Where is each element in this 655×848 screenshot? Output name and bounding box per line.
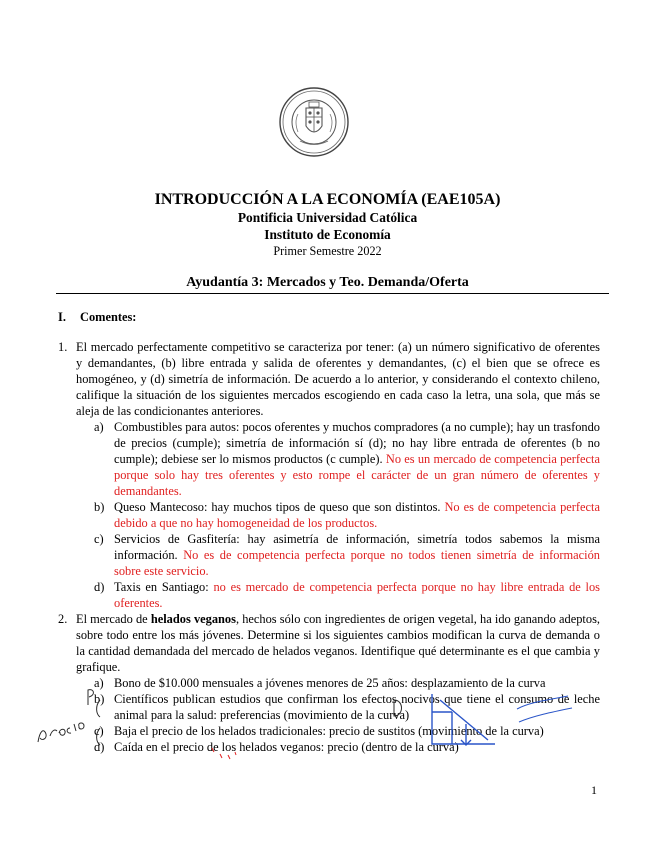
page-number: 1 [591, 783, 597, 797]
question-2 [58, 611, 600, 755]
section-title: Comentes: [80, 310, 137, 324]
list-item [94, 739, 600, 755]
item-letter: c) [94, 724, 104, 738]
item-text: Combustibles para autos: pocos oferentes y muchos compradores (a no cumple); hay un trasfondo de precios (cumple); simetría de información sí (d); no hay libre entrada de oferentes (b no cumple); debiese ser lo mismos productos (c cumple). [114, 420, 600, 466]
item-letter: a) [94, 420, 104, 434]
item-text: Caída en el precio de los helados veganos: precio (dentro de la curva) [114, 740, 459, 754]
item-answer: no es mercado de competencia perfecta porque no hay libre entrada de los oferentes. [114, 580, 601, 610]
item-text: Bono de $10.000 mensuales a jóvenes menores de 25 años: desplazamiento de la curva [114, 676, 546, 690]
list-item [94, 579, 600, 611]
semester: Primer Semestre 2022 [273, 244, 382, 258]
question-number: 1. [58, 340, 68, 354]
item-text: Científicos publican estudios que confirman los efectos nocivos que tiene el consumo de leche animal para la salud: preferencias (movimiento de la curva) [114, 692, 600, 722]
list-item [94, 691, 600, 723]
item-letter: b) [94, 692, 105, 706]
question-text [76, 611, 600, 675]
question-text: El mercado perfectamente competitivo se caracteriza por tener: (a) un número significativo de oferentes y demandantes, (b) libre entrada y salida de oferentes y demandantes, (c) el bien que se ofrece es homogéneo, y (d) simetría de información. De acuerdo a lo anterior, y considerando el contexto chileno, califique la situación de los siguientes mercados escogiendo en cada caso la letra, una sola, que más se aleja de las condicionantes anteriores. [76, 340, 600, 418]
item-letter: c) [94, 532, 104, 546]
list-item [94, 675, 600, 691]
section-heading [58, 309, 136, 325]
item-letter: d) [94, 580, 105, 594]
list-item [94, 531, 600, 579]
title-divider [56, 293, 609, 294]
item-letter: b) [94, 500, 105, 514]
item-letter: d) [94, 740, 105, 754]
item-answer: No es de competencia perfecta debido a que no hay homogeneidad de los productos. [114, 500, 600, 530]
item-text: Baja el precio de los helados tradicionales: precio de sustitos (movimiento de la curva) [114, 724, 544, 738]
institute-name: Instituto de Economía [264, 227, 391, 242]
question-keyword: helados veganos [150, 612, 236, 626]
university-seal [278, 86, 350, 158]
assignment-title: Ayudantía 3: Mercados y Teo. Demanda/Oferta [186, 275, 469, 290]
question-text-end: , hechos sólo con ingredientes de origen vegetal, ha ido ganando adeptos, sobre todo entre los más jóvenes. Determine si los siguientes cambios modifican la curva de demanda o la cantidad demandada del mercado de helados veganos. Identifique qué determinante es el que cambia y grafique. [76, 612, 600, 674]
item-text: Queso Mantecoso: hay muchos tipos de queso que son distintos. [114, 500, 441, 514]
list-item [94, 723, 600, 739]
course-title: INTRODUCCIÓN A LA ECONOMÍA (EAE105A) [154, 191, 501, 208]
item-answer: No es de competencia perfecta porque no todos tienen simetría de información sobre este servicio. [114, 548, 600, 578]
question-1 [58, 339, 600, 611]
section-number: I. [58, 310, 66, 324]
list-item [94, 499, 600, 531]
item-letter: a) [94, 676, 104, 690]
question-number: 2. [58, 612, 68, 626]
list-item [94, 419, 600, 499]
university-name: Pontificia Universidad Católica [237, 210, 418, 225]
item-text: Taxis en Santiago: [114, 580, 209, 594]
item-text: Servicios de Gasfitería: hay asimetría de información, simetría todos sabemos la misma información. [114, 532, 600, 562]
item-answer: No es un mercado de competencia perfecta porque solo hay tres oferentes y esto rompe el carácter de un gran número de oferentes y demandantes. [114, 452, 600, 498]
document-header [0, 190, 655, 259]
question-text-start: El mercado de [76, 612, 151, 626]
